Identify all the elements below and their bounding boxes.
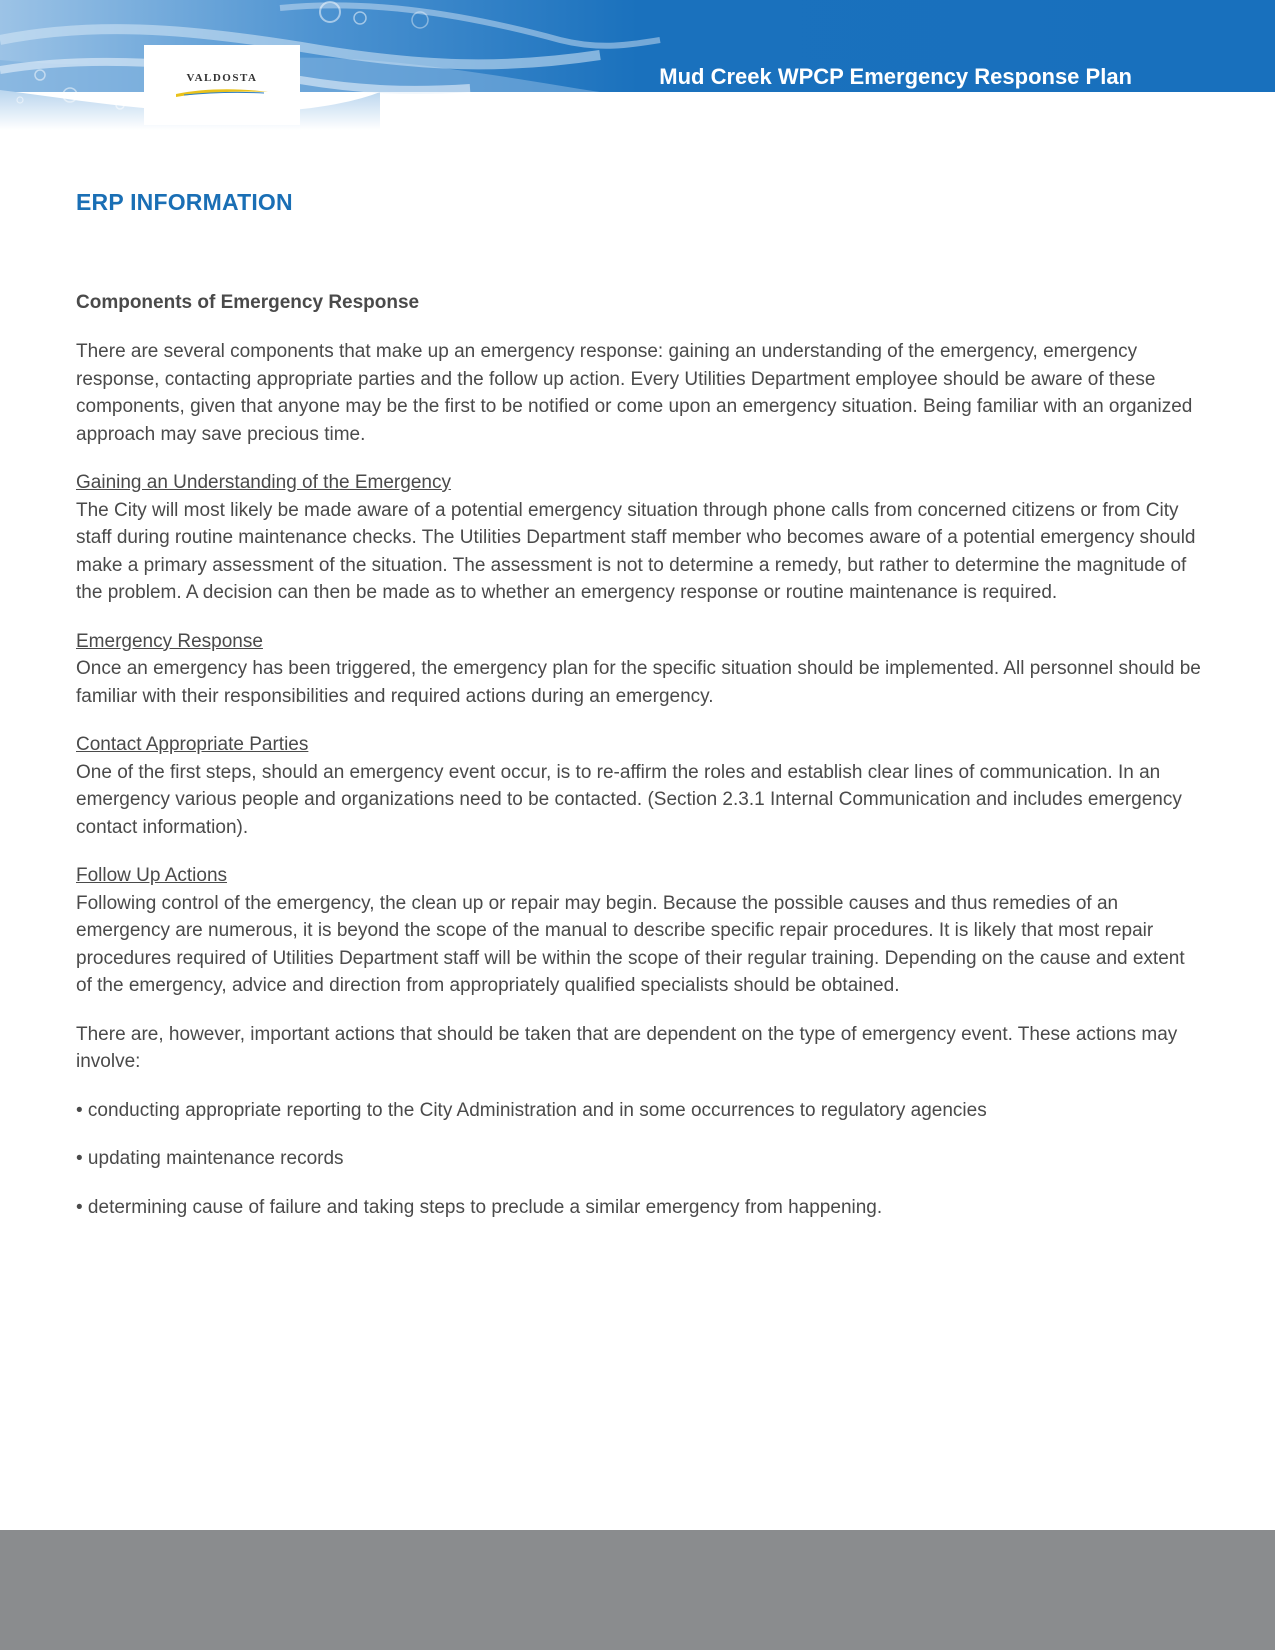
actions-intro: There are, however, important actions that should be taken that are dependent on the type of emergency event. These actions may involve: — [76, 1023, 1178, 1072]
section-heading: Emergency Response — [76, 630, 263, 652]
intro-paragraph: There are several components that make up an emergency response: gaining an understanding of the emergency, emergency response, contacting appropriate parties and the follow up action. Every Utilities Department employee should be aware of these components, given that anyone may be the first to be notified or come upon an emergency situation. Being familiar with an organized approach may save precious time. — [76, 341, 1193, 445]
section-heading: Gaining an Understanding of the Emergency — [76, 472, 451, 493]
components-heading: Components of Emergency Response — [76, 292, 420, 313]
section-text: The City will most likely be made aware of a potential emergency situation through phone calls from concerned citizens or from City staff during routine maintenance checks. The Utilities Department staff member who becomes aware of a potential emergency should make a primary assessment of the situation. The assessment is not to determine a remedy, but rather to determine the magnitude of the problem. A decision can then be made as to whether an emergency response or routine maintenance is required. — [76, 499, 1196, 603]
section-understanding — [76, 469, 1201, 607]
logo-text: VALDOSTA — [186, 71, 258, 84]
section-text: Once an emergency has been triggered, the emergency plan for the specific situation should be implemented. All personnel should be familiar with their responsibilities and required actions during an emergency. — [76, 658, 1201, 707]
list-item: • determining cause of failure and taking steps to preclude a similar emergency from happening. — [76, 1196, 883, 1218]
section-text: One of the first steps, should an emergency event occur, is to re-affirm the roles and establish clear lines of communication. In an emergency various people and organizations need to be contacted. (Section 2.3.1 Internal Communication and includes emergency contact information). — [76, 761, 1182, 838]
logo-swoosh-icon — [174, 86, 270, 98]
section-contact-parties — [76, 731, 1201, 841]
document-title: Mud Creek WPCP Emergency Response Plan — [659, 64, 1132, 89]
header-banner — [0, 0, 1275, 130]
section-text: Following control of the emergency, the clean up or repair may begin. Because the possible causes and thus remedies of an emergency are numerous, it is beyond the scope of the manual to describe specific repair procedures. It is likely that most repair procedures required of Utilities Department staff will be within the scope of their regular training. Depending on the cause and extent of the emergency, advice and direction from appropriately qualified specialists should be obtained. — [76, 892, 1185, 996]
list-item: • conducting appropriate reporting to the City Administration and in some occurrences to regulatory agencies — [76, 1099, 987, 1121]
section-follow-up — [76, 862, 1201, 1000]
valdosta-logo — [144, 45, 300, 125]
list-item: • updating maintenance records — [76, 1148, 344, 1169]
footer-bar — [0, 1530, 1275, 1650]
section-heading: Follow Up Actions — [76, 865, 228, 886]
section-title: ERP INFORMATION — [76, 189, 293, 215]
body-text — [76, 338, 1201, 1242]
section-emergency-response — [76, 628, 1201, 711]
section-heading: Contact Appropriate Parties — [76, 734, 309, 755]
